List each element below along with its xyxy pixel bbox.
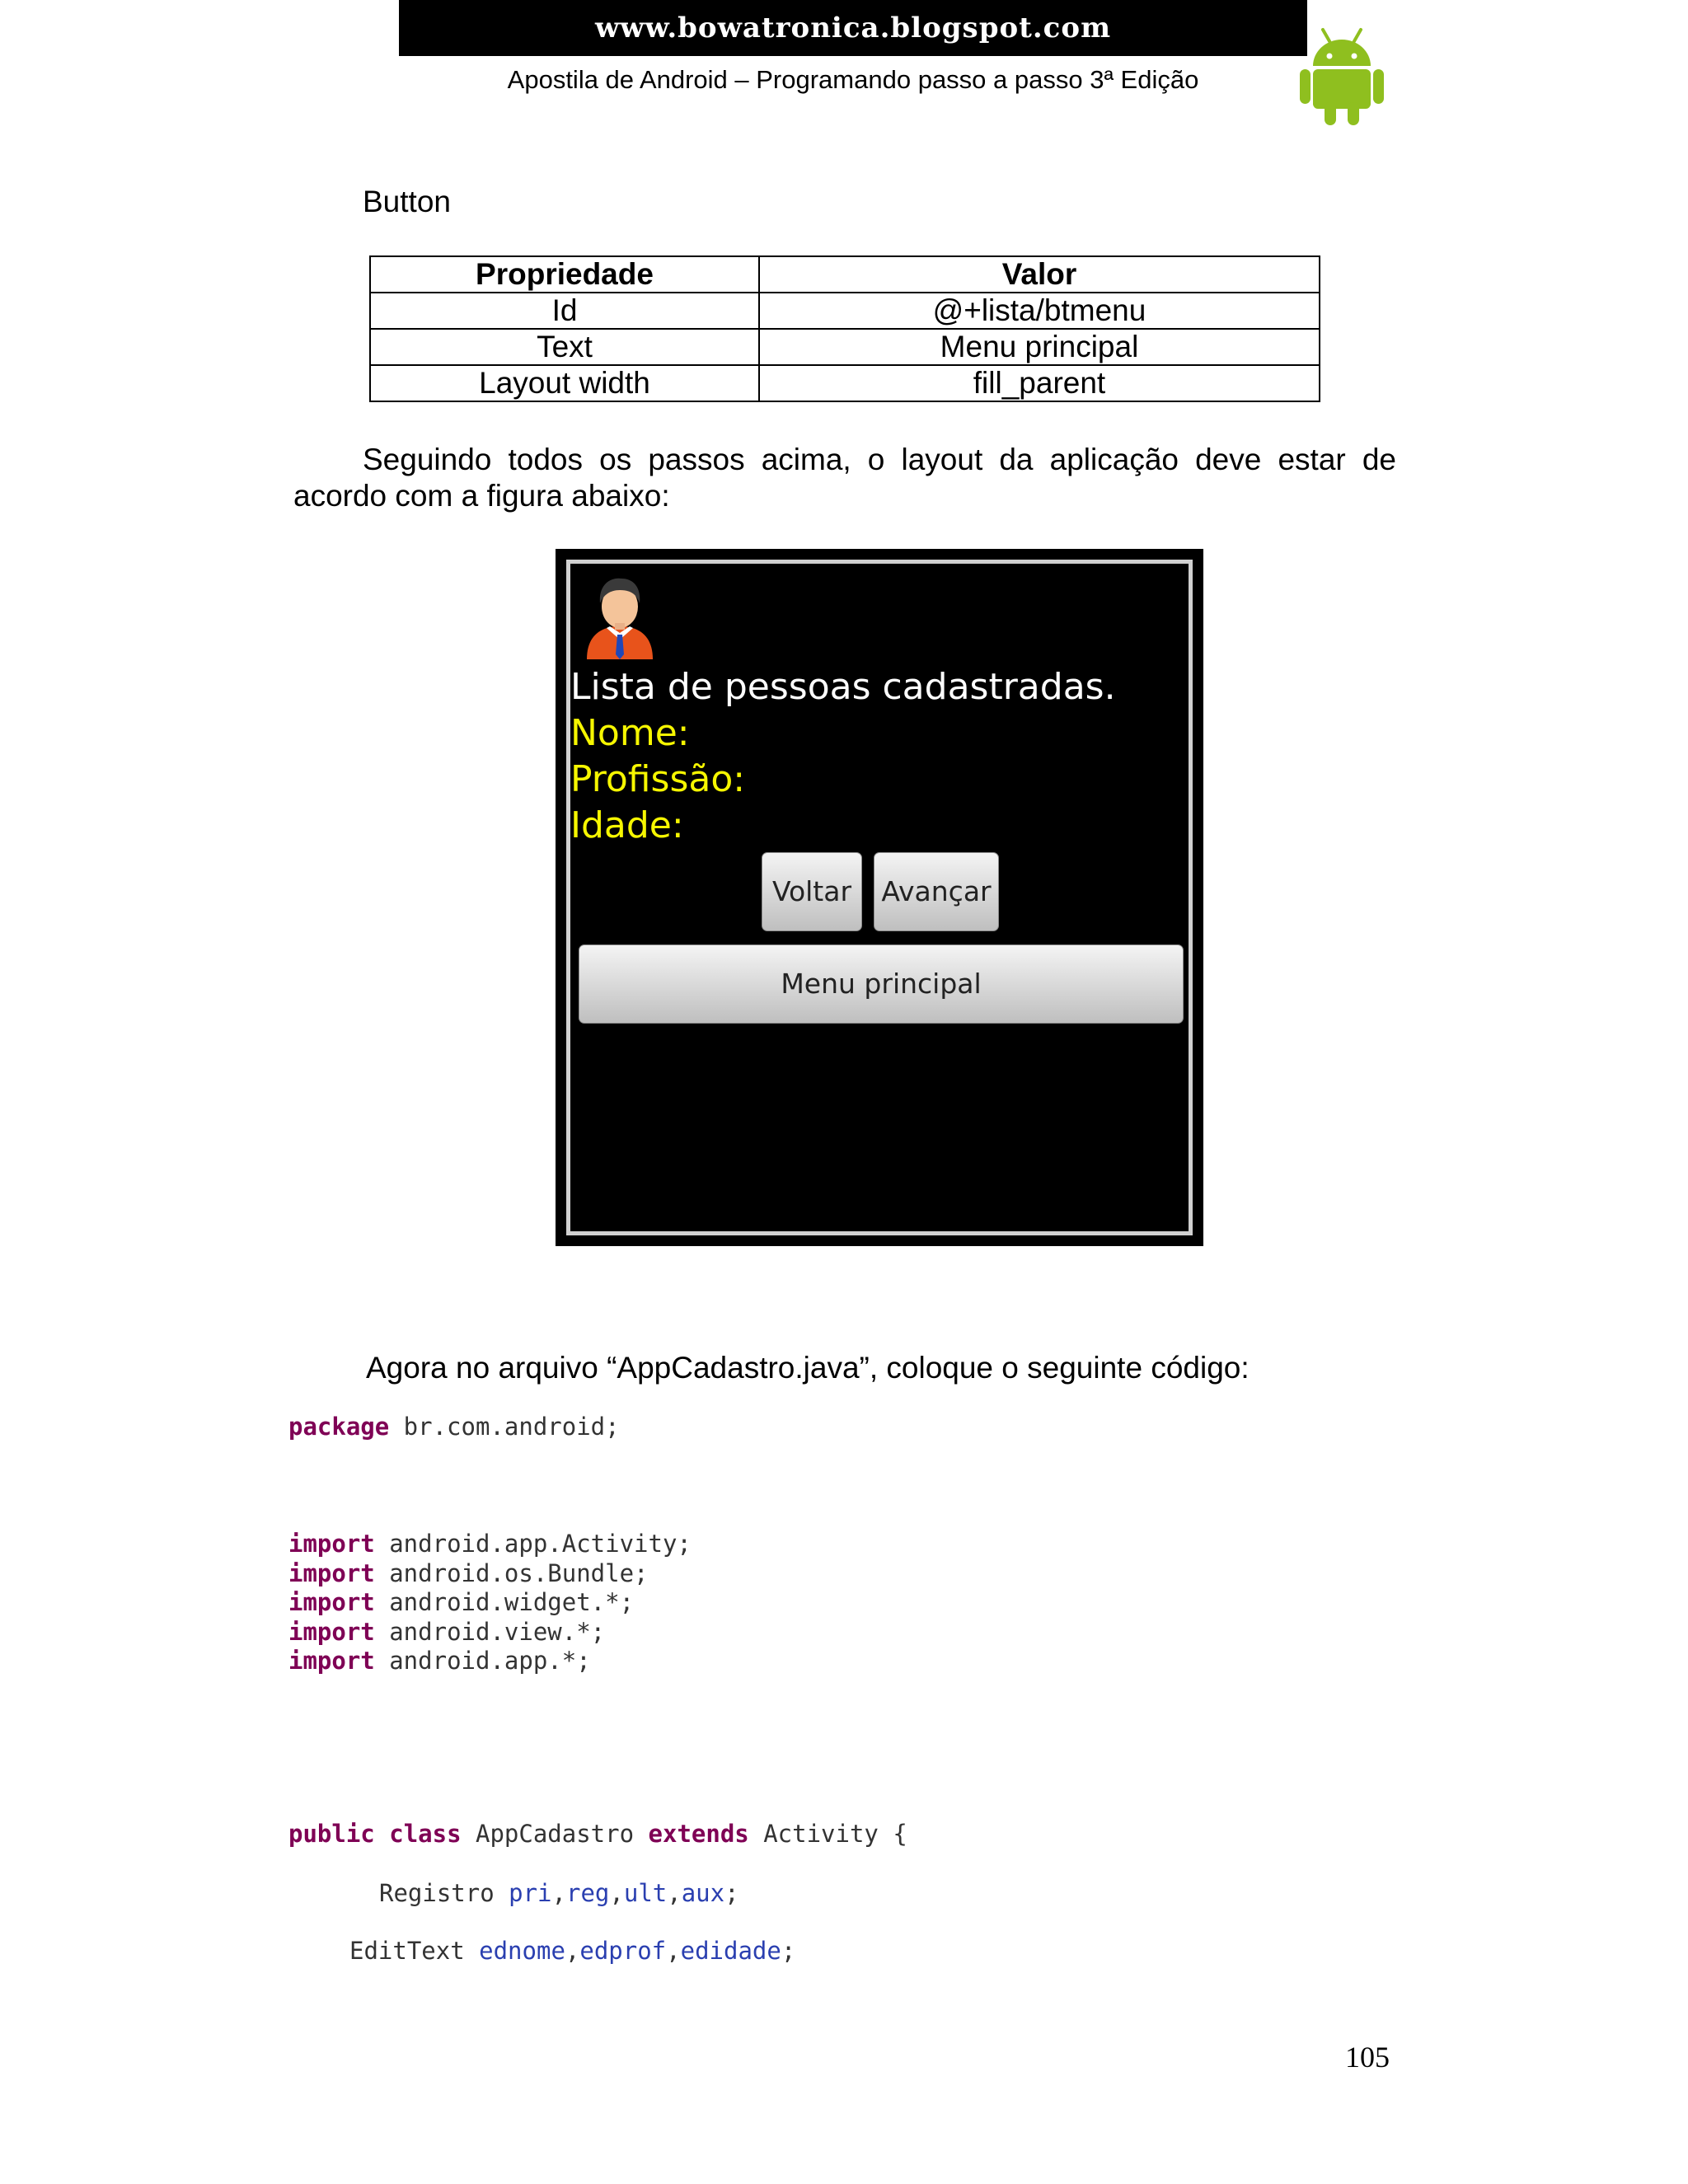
code-keyword: package [288,1413,390,1441]
label-profissao: Profissão: [570,758,746,800]
label-nome: Nome: [570,712,690,754]
code-text: android.widget.*; [374,1588,635,1616]
code-import-line [288,1559,692,1589]
app-screen [566,560,1193,1235]
menu-principal-button[interactable]: Menu principal [579,944,1184,1024]
code-import-block [288,1530,692,1676]
user-avatar-icon [582,572,658,659]
code-field: reg [566,1879,610,1907]
code-text: EditText [349,1937,480,1965]
code-keyword: import [288,1617,375,1646]
code-keyword: import [288,1588,375,1616]
code-text: android.os.Bundle; [374,1558,649,1587]
section-label: Button [363,185,451,218]
code-intro-paragraph: Agora no arquivo “AppCadastro.java”, coloque o seguinte código: [366,1351,1250,1385]
code-text: android.app.*; [374,1647,591,1675]
table-row [370,329,1320,365]
code-field: edidade [680,1937,781,1965]
code-keyword: extends [648,1820,749,1848]
voltar-button[interactable]: Voltar [762,852,862,931]
code-field: pri [509,1879,552,1907]
code-text: android.view.*; [374,1617,606,1646]
table-row [370,365,1320,401]
table-header-row [370,256,1320,293]
code-text: br.com.android; [389,1413,620,1441]
code-field: ult [623,1879,668,1907]
code-field: aux [681,1879,725,1907]
table-header-cell: Propriedade [370,256,759,293]
code-keyword: import [288,1530,375,1558]
table-cell: Layout width [370,365,759,401]
code-import-line [288,1530,692,1559]
property-table [369,255,1320,402]
table-cell: fill_parent [759,365,1320,401]
code-edittext-line: EditText ednome,edprof,edidade; [349,1937,796,1965]
code-keyword: public [288,1820,375,1848]
code-import-line [288,1618,692,1647]
avancar-button[interactable]: Avançar [874,852,999,931]
code-text: android.app.Activity; [374,1530,692,1558]
code-text: Activity { [748,1820,907,1848]
code-field: ednome [479,1937,565,1965]
android-robot-icon [1298,26,1386,127]
screen-title: Lista de pessoas cadastradas. [570,666,1116,708]
intro-paragraph-text: Seguindo todos os passos acima, o layout da aplicação deve estar de acordo com a figura abaixo: [293,443,1396,513]
page-number: 105 [1345,2041,1390,2074]
code-import-line [288,1588,692,1618]
code-package-line [288,1413,620,1442]
site-url-banner: www.bowatronica.blogspot.com [399,0,1307,56]
code-field: edprof [579,1937,667,1965]
header-subtitle: Apostila de Android – Programando passo a passo 3ª Edição [507,65,1199,94]
intro-paragraph [293,442,1396,514]
table-cell: Id [370,293,759,329]
code-text: AppCadastro [461,1820,649,1848]
label-idade: Idade: [570,804,684,846]
code-keyword: import [288,1647,375,1675]
table-header-cell: Valor [759,256,1320,293]
table-row [370,293,1320,329]
table-cell: @+lista/btmenu [759,293,1320,329]
table-cell: Menu principal [759,329,1320,365]
code-import-line [288,1647,692,1676]
table-cell: Text [370,329,759,365]
code-class-line [288,1820,907,1849]
app-screenshot [556,549,1203,1246]
code-keyword: import [288,1558,375,1587]
code-keyword: class [389,1820,462,1848]
code-text: Registro [379,1879,509,1907]
code-registro-line: Registro pri,reg,ult,aux; [379,1879,739,1907]
